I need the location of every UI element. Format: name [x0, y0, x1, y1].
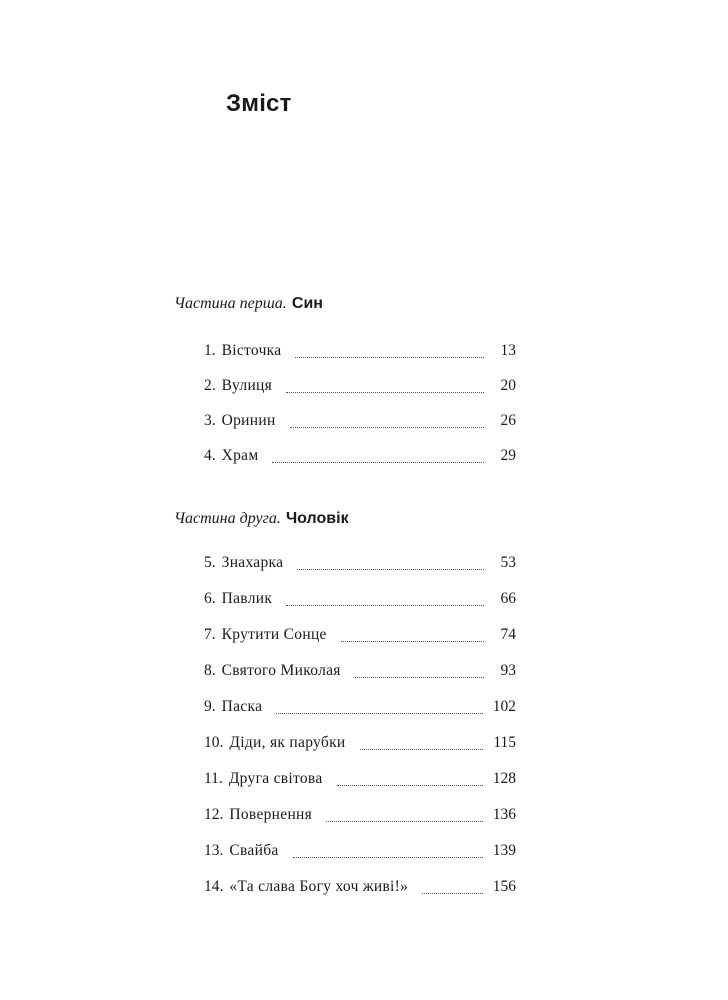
toc-entry[interactable] [204, 698, 516, 720]
page-number: 74 [500, 626, 516, 643]
chapter-title: Оринин [221, 412, 276, 429]
part-heading-2 [174, 508, 349, 528]
page-number: 128 [492, 770, 516, 787]
page-number: 66 [500, 590, 516, 607]
page-number: 136 [492, 806, 516, 823]
dot-leader [297, 559, 484, 570]
chapter-number: 4. [204, 447, 216, 464]
chapter-number: 13. [204, 842, 224, 859]
toc-entry[interactable] [204, 662, 516, 684]
chapter-number: 14. [204, 878, 224, 895]
chapter-title: Вісточка [221, 342, 282, 359]
chapter-number: 2. [204, 377, 216, 394]
page-number: 156 [492, 878, 516, 895]
dot-leader [272, 452, 484, 463]
page-number: 20 [500, 377, 516, 394]
page-number: 93 [500, 662, 516, 679]
part-name: Син [291, 295, 323, 312]
dot-leader [326, 811, 483, 822]
part-heading-1 [174, 293, 323, 313]
page-title: Зміст [226, 90, 292, 117]
toc-entry[interactable] [204, 554, 516, 576]
toc-entry[interactable] [204, 770, 516, 792]
chapter-number: 11. [204, 770, 223, 787]
dot-leader [355, 667, 484, 678]
toc-entry[interactable] [204, 590, 516, 612]
chapter-title: Друга світова [228, 770, 323, 787]
toc-entry[interactable] [204, 377, 516, 399]
dot-leader [293, 847, 483, 858]
chapter-title: Свайба [229, 842, 279, 859]
toc-entry[interactable] [204, 734, 516, 756]
chapter-title: Паска [221, 698, 263, 715]
toc-entry[interactable] [204, 342, 516, 364]
toc-entry[interactable] [204, 842, 516, 864]
dot-leader [341, 631, 484, 642]
toc-entry[interactable] [204, 878, 516, 900]
page-number: 13 [500, 342, 516, 359]
dot-leader [422, 883, 483, 894]
page-number: 139 [492, 842, 516, 859]
part-label: Частина друга. [174, 510, 281, 527]
page-number: 115 [493, 734, 516, 751]
chapter-number: 8. [204, 662, 216, 679]
dot-leader [337, 775, 483, 786]
chapter-title: Діди, як парубки [229, 734, 346, 751]
chapter-number: 12. [204, 806, 224, 823]
dot-leader [290, 417, 484, 428]
chapter-title: Повернення [229, 806, 313, 823]
page-number: 29 [500, 447, 516, 464]
page-number: 102 [492, 698, 516, 715]
part-label: Частина перша. [174, 295, 287, 312]
toc-entry[interactable] [204, 806, 516, 828]
toc-entry[interactable] [204, 412, 516, 434]
chapter-number: 7. [204, 626, 216, 643]
chapter-number: 10. [204, 734, 224, 751]
page-number: 26 [500, 412, 516, 429]
toc-entry[interactable] [204, 626, 516, 648]
chapter-title: Знахарка [221, 554, 284, 571]
dot-leader [286, 595, 484, 606]
page-number: 53 [500, 554, 516, 571]
chapter-number: 5. [204, 554, 216, 571]
chapter-number: 1. [204, 342, 216, 359]
dot-leader [360, 739, 484, 750]
part-name: Чоловік [285, 510, 349, 527]
chapter-title: Храм [221, 447, 259, 464]
dot-leader [276, 703, 482, 714]
dot-leader [286, 382, 484, 393]
chapter-title: Вулиця [221, 377, 273, 394]
chapter-number: 3. [204, 412, 216, 429]
chapter-title: «Та слава Богу хоч живі!» [229, 878, 409, 895]
chapter-number: 9. [204, 698, 216, 715]
chapter-number: 6. [204, 590, 216, 607]
toc-entry[interactable] [204, 447, 516, 469]
chapter-title: Павлик [221, 590, 273, 607]
chapter-title: Крутити Сонце [221, 626, 327, 643]
dot-leader [295, 347, 484, 358]
chapter-title: Святого Миколая [221, 662, 341, 679]
